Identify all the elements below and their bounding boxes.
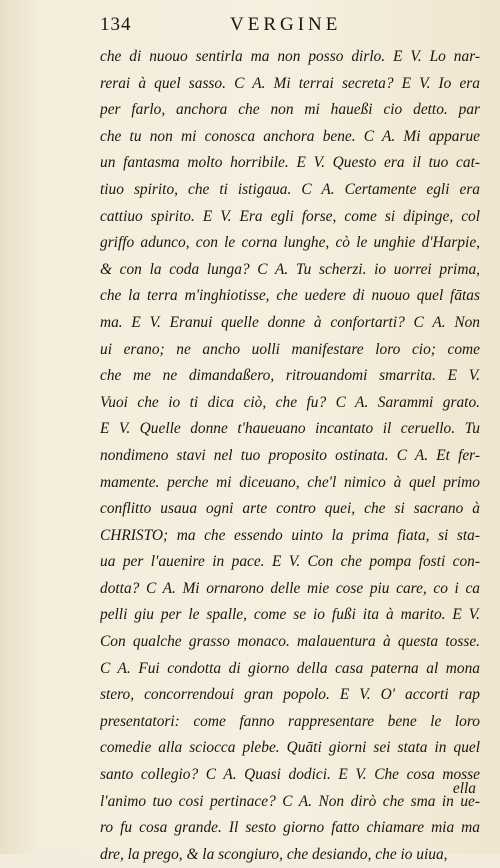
text-line: dre, la prego, & la scongiuro, che desiando, che io uiua, — [100, 845, 448, 863]
text-line: tiuo spirito, che ti istigaua. C A. Certamente egli era — [100, 180, 480, 198]
text-line: ro fu cosa grande. Il sesto giorno fatto chiamare mia ma — [100, 819, 480, 837]
page-number: 134 — [100, 14, 132, 35]
text-line: per farlo, anchora che non mi haueßi cio detto. par — [100, 101, 480, 119]
text-line: ma. E V. Eranui quelle donne à confortarti? C A. Non — [100, 313, 480, 331]
text-line: nondimeno stavi nel tuo proposito ostinata. C A. Et fer- — [100, 446, 480, 464]
text-line: che tu non mi conosca anchora bene. C A. Mi apparue — [100, 127, 480, 145]
text-line: pelli giu per le spalle, come se io fußi ita à marito. E V. — [100, 606, 480, 624]
text-line: comedie alla sciocca plebe. Quāti giorni sei stata in quel — [100, 739, 480, 757]
text-line: rerai à quel sasso. C A. Mi terrai secreta? E V. Io era — [100, 74, 480, 92]
text-line: che di nuouo sentirla ma non posso dirlo. E V. Lo nar- — [100, 48, 480, 65]
text-line: ui erano; ne ancho uolli manifestare loro cio; come — [100, 340, 480, 358]
text-line: CHRISTO; ma che essendo uinto la prima fiata, si sta- — [100, 526, 480, 544]
text-line: & con la coda lunga? C A. Tu scherzi. io uorrei prima, — [100, 260, 480, 278]
text-line: conflitto usaua ogni arte contro quei, che si sacrano à — [100, 500, 480, 518]
page-header — [100, 14, 476, 36]
text-line: che me ne dimandaßero, ritrouandomi smarrita. E V. — [100, 367, 480, 385]
text-line: ua per l'auenire in pace. E V. Con che pompa fosti con- — [100, 553, 480, 571]
text-line: presentatori: come fanno rappresentare bene le loro — [100, 712, 480, 730]
text-line: cattiuo spirito. E V. Era egli forse, come si dipinge, col — [100, 207, 480, 225]
text-line: santo collegio? C A. Quasi dodici. E V. Che cosa mosse — [100, 766, 480, 784]
text-line: l'animo tuo cosi pertinace? C A. Non dirò che sma in ue- — [100, 792, 480, 810]
text-line: dotta? C A. Mi ornarono delle mie cose piu care, co i ca — [100, 579, 480, 597]
text-line: un fantasma molto horribile. E V. Questo era il tuo cat- — [100, 154, 480, 172]
text-line: mamente. perche mi diceuano, che'l nimico à quel primo — [100, 473, 480, 491]
text-line: che la terra m'inghiotisse, che uedere di nuouo quel fātas — [100, 287, 480, 305]
text-line: Con qualche grasso monaco. malauentura à questa tosse. — [100, 633, 480, 651]
catchword: ella — [452, 780, 476, 797]
text-line: Vuoi che io ti dica ciò, che fu? C A. Sarammi grato. — [100, 393, 480, 411]
running-title: VERGINE — [230, 14, 342, 35]
text-line: C A. Fui condotta di giorno della casa paterna al mona — [100, 659, 480, 677]
text-line: stero, concorrendoui gran popolo. E V. O' accorti rap — [100, 686, 480, 704]
text-line: griffo adunco, con le corna lunghe, cò le unghie d'Harpie, — [100, 234, 480, 252]
text-line: E V. Quelle donne t'haueuano incantato il ceruello. Tu — [100, 420, 480, 438]
body-text — [100, 44, 480, 868]
